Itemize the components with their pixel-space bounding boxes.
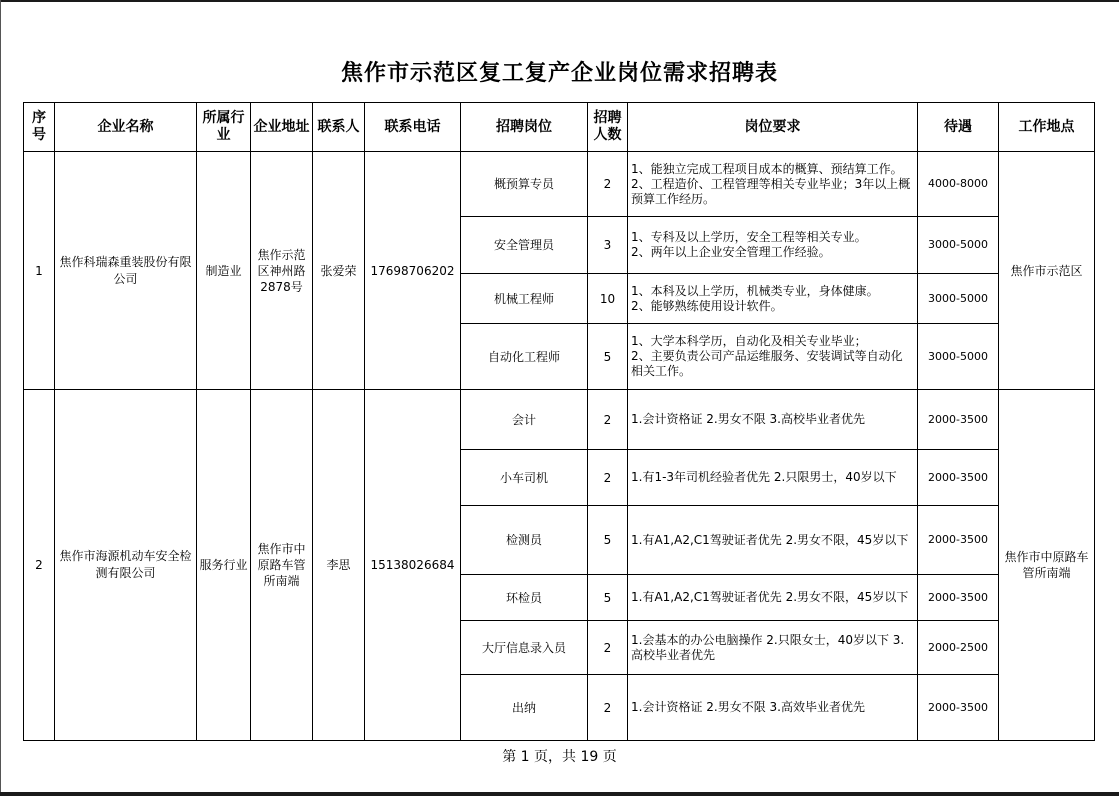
job-position: 检测员 xyxy=(461,506,588,575)
job-count: 2 xyxy=(588,390,628,450)
job-requirement-line: 2、能够熟练使用设计软件。 xyxy=(631,298,783,313)
job-requirement-line: 1、本科及以上学历，机械类专业，身体健康。 xyxy=(631,283,879,298)
job-salary: 2000-3500 xyxy=(918,390,999,450)
job-requirement-line: 2、工程造价、工程管理等相关专业毕业；3年以上概预算工作经历。 xyxy=(631,176,911,206)
job-count: 5 xyxy=(588,575,628,621)
company-industry: 服务行业 xyxy=(197,390,251,741)
job-requirement-line: 2、主要负责公司产品运维服务、安装调试等自动化相关工作。 xyxy=(631,349,903,378)
page-footer: 第 1 页，共 19 页 xyxy=(502,749,617,765)
job-requirements xyxy=(628,274,918,324)
job-position: 出纳 xyxy=(461,675,588,741)
company-location: 焦作市示范区 xyxy=(999,152,1095,390)
table-row xyxy=(24,152,1095,217)
job-requirement-line: 1、大学本科学历，自动化及相关专业毕业； xyxy=(631,334,867,348)
job-requirement-line: 2、两年以上企业安全管理工作经验。 xyxy=(631,245,831,259)
job-position: 大厅信息录入员 xyxy=(461,621,588,675)
company-phone: 17698706202 xyxy=(365,152,461,390)
page-left-border xyxy=(0,0,1,796)
company-seq: 1 xyxy=(24,152,55,390)
job-count: 3 xyxy=(588,217,628,274)
header-address: 企业地址 xyxy=(251,103,313,152)
job-count: 5 xyxy=(588,324,628,390)
job-requirements xyxy=(628,450,918,506)
job-position: 环检员 xyxy=(461,575,588,621)
job-requirement-line: 1.会计资格证 2.男女不限 3.高效毕业者优先 xyxy=(631,700,865,714)
company-seq: 2 xyxy=(24,390,55,741)
header-count: 招聘人数 xyxy=(588,103,628,152)
job-requirements xyxy=(628,621,918,675)
company-location: 焦作市中原路车管所南端 xyxy=(999,390,1095,741)
job-requirement-line: 1.有A1,A2,C1驾驶证者优先 2.男女不限，45岁以下 xyxy=(631,590,909,604)
company-contact: 李思 xyxy=(313,390,365,741)
company-address: 焦作示范区神州路2878号 xyxy=(251,152,313,390)
job-salary: 4000-8000 xyxy=(918,152,999,217)
job-salary: 2000-3500 xyxy=(918,506,999,575)
job-salary: 3000-5000 xyxy=(918,324,999,390)
job-position: 概预算专员 xyxy=(461,152,588,217)
job-requirements xyxy=(628,575,918,621)
header-position: 招聘岗位 xyxy=(461,103,588,152)
job-requirements xyxy=(628,390,918,450)
company-industry: 制造业 xyxy=(197,152,251,390)
job-count: 5 xyxy=(588,506,628,575)
job-requirements xyxy=(628,324,918,390)
job-position: 小车司机 xyxy=(461,450,588,506)
job-requirement-line: 1.会基本的办公电脑操作 2.只限女士，40岁以下 3.高校毕业者优先 xyxy=(631,632,905,662)
page-title: 焦作市示范区复工复产企业岗位需求招聘表 xyxy=(340,61,778,86)
job-salary: 2000-3500 xyxy=(918,575,999,621)
company-address: 焦作市中原路车管所南端 xyxy=(251,390,313,741)
job-position: 会计 xyxy=(461,390,588,450)
header-row xyxy=(24,103,1095,152)
company-phone: 15138026684 xyxy=(365,390,461,741)
page-top-border xyxy=(0,0,1119,2)
company-name: 焦作科瑞森重装股份有限公司 xyxy=(55,152,197,390)
job-count: 2 xyxy=(588,450,628,506)
job-position: 自动化工程师 xyxy=(461,324,588,390)
job-salary: 3000-5000 xyxy=(918,274,999,324)
header-contact: 联系人 xyxy=(313,103,365,152)
job-requirement-line: 1.会计资格证 2.男女不限 3.高校毕业者优先 xyxy=(631,412,865,426)
header-salary: 待遇 xyxy=(918,103,999,152)
job-count: 10 xyxy=(588,274,628,324)
job-requirement-line: 1.有1-3年司机经验者优先 2.只限男士，40岁以下 xyxy=(631,470,897,484)
header-company: 企业名称 xyxy=(55,103,197,152)
header-requirements: 岗位要求 xyxy=(628,103,918,152)
recruitment-table xyxy=(23,102,1095,741)
header-industry: 所属行业 xyxy=(197,103,251,152)
job-salary: 2000-3500 xyxy=(918,675,999,741)
job-requirements xyxy=(628,217,918,274)
job-count: 2 xyxy=(588,621,628,675)
company-name: 焦作市海源机动车安全检测有限公司 xyxy=(55,390,197,741)
job-requirement-line: 1、专科及以上学历，安全工程等相关专业。 xyxy=(631,230,867,244)
company-contact: 张爱荣 xyxy=(313,152,365,390)
job-requirement-line: 1、能独立完成工程项目成本的概算、预结算工作。 xyxy=(631,161,903,176)
job-salary: 3000-5000 xyxy=(918,217,999,274)
job-salary: 2000-2500 xyxy=(918,621,999,675)
table-row xyxy=(24,390,1095,450)
job-requirement-line: 1.有A1,A2,C1驾驶证者优先 2.男女不限，45岁以下 xyxy=(631,532,909,547)
job-count: 2 xyxy=(588,152,628,217)
header-location: 工作地点 xyxy=(999,103,1095,152)
header-phone: 联系电话 xyxy=(365,103,461,152)
header-seq: 序号 xyxy=(24,103,55,152)
job-count: 2 xyxy=(588,675,628,741)
job-position: 机械工程师 xyxy=(461,274,588,324)
job-requirements xyxy=(628,675,918,741)
page-bottom-border xyxy=(0,792,1119,796)
job-salary: 2000-3500 xyxy=(918,450,999,506)
job-requirements xyxy=(628,152,918,217)
job-position: 安全管理员 xyxy=(461,217,588,274)
job-requirements xyxy=(628,506,918,575)
